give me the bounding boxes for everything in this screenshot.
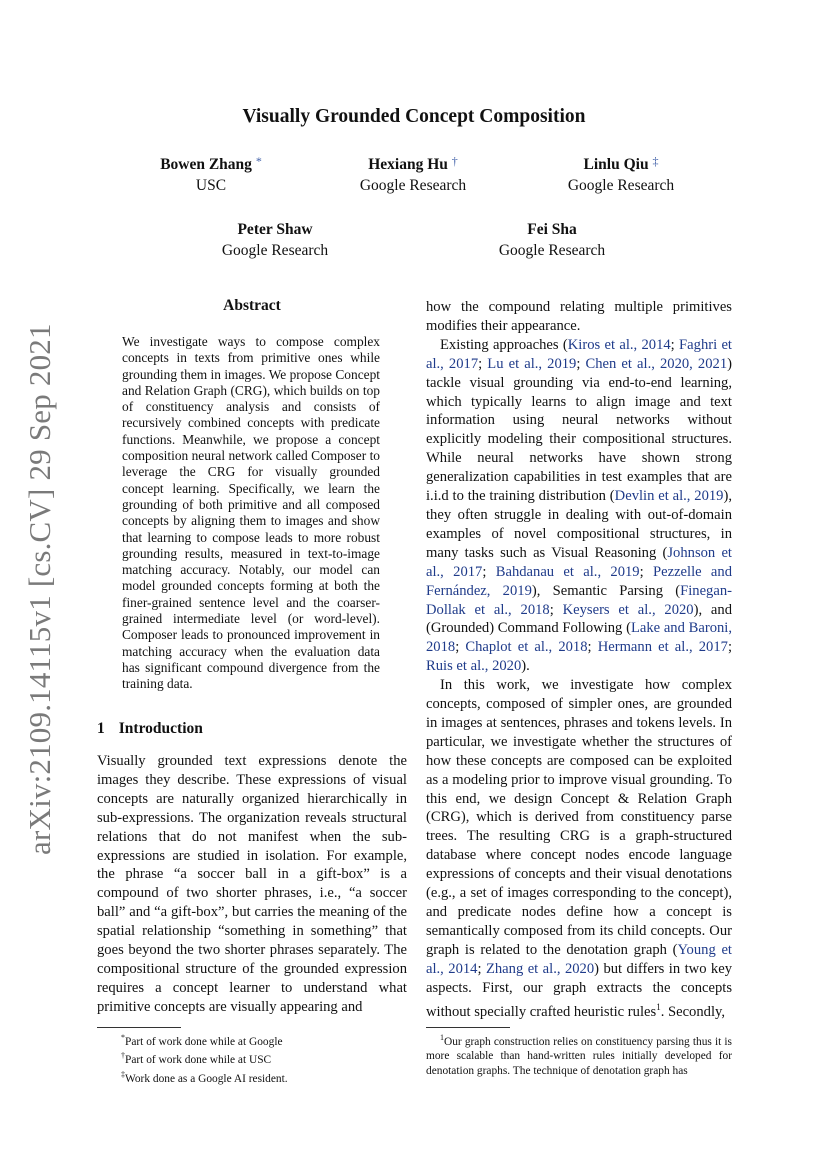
right-column: [426, 298, 732, 1021]
footnote-ref[interactable]: 1: [656, 1001, 661, 1012]
author-affiliation: Google Research: [359, 177, 467, 194]
author-name: Hexiang Hu: [368, 156, 448, 173]
author-name: Bowen Zhang: [160, 156, 252, 173]
section-title: Introduction: [118, 720, 203, 737]
author-affiliation: Google Research: [221, 242, 329, 259]
text-span: In this work, we investigate how complex concepts, composed of simpler ones, are grounded in images at sentences, phrases and tokens levels. In particular, we investigate whether the structures of how these concepts are composed can be exploited as a modeling prior to improve visual grounding. To this end, we design Concept & Relation Graph (CRG), which is derived from constituency parse trees. The resulting CRG is a graph-structured database where concept nodes encode language expressions of concepts and their visual denotations (e.g., a set of images corresponding to the concept), and predicate nodes define how a concept is semantically composed from its child concepts. Our graph is related to the denotation graph (: [426, 677, 732, 958]
author-affiliation: USC: [195, 177, 227, 194]
citation-link[interactable]: Bahdanau et al., 2019: [495, 563, 640, 580]
author-affiliation: Google Research: [567, 177, 675, 194]
right-paragraph-2: In this work, we investigate how complex concepts, composed of simpler ones, are grounded in images at sentences, phrases and tokens levels. In particular, we investigate whether the structures of how these concepts are composed can be exploited as a modeling prior to improve visual grounding. To this end, we design Concept & Relation Graph (CRG), which is derived from constituency parse trees. The resulting CRG is a graph-structured database where concept nodes encode language expressions of concepts and their visual denotations (e.g., a set of images corresponding to the concept), and predicate nodes define how a concept is semantically composed from its child concepts. Our graph is related to the denotation graph (Young et al., 2014; Zhang et al., 2020) but differs in two key aspects. First, our graph extracts the concepts without specially crafted heuristic rules$^1$. Secondly,: [426, 677, 733, 1020]
text-span: ), Semantic Parsing (: [531, 582, 681, 599]
text-span: . Secondly,: [660, 1003, 725, 1020]
abstract-text: We investigate ways to compose complex concepts in texts from primitive ones while grounding them in images. We propose Concept and Relation Graph (CRG), which builds on top of constituency analysis and consists of recursively combined concepts with predicate functions. Meanwhile, we propose a concept composition neural network called Composer to leverage the CRG for visually grounded concept learning. Specifically, we learn the grounding of both primitive and all composed concepts by aligning them to images and show that learning to compose leads to more robust grounding results, measured in text-to-image matching accuracy. Notably, our model can model grounded concepts forming at both the finer-grained sentence level and the coarser-grained intermediate level (or word-level). Composer leads to pronounced improvement in matching accuracy when the evaluation data has significant compound divergence from the training data.: [122, 334, 380, 692]
author-name: Fei Sha: [527, 221, 577, 238]
text-span: ), and (Grounded) Command Following (: [426, 601, 733, 637]
footnote: [121, 1031, 411, 1049]
section-number: 1: [97, 720, 105, 737]
author-2: [303, 151, 523, 196]
citation-link[interactable]: Finegan-Dollak et al., 2018: [426, 582, 732, 618]
footnote-mark: *: [121, 1033, 125, 1042]
text-span: ).: [521, 658, 530, 675]
footnote-rule: [97, 1027, 181, 1028]
footnote-text: Our graph construction relies on constituency parsing thus it is more scalable than hand-written rules initially developed for denotation graphs. The technique of denotation graph has: [426, 1035, 732, 1077]
abstract-heading: Abstract: [223, 297, 281, 314]
citation-link[interactable]: Hermann et al., 2017: [597, 639, 728, 656]
author-affiliation: Google Research: [498, 242, 606, 259]
citation-link[interactable]: Lu et al., 2019: [487, 355, 577, 372]
author-mark: †: [451, 154, 458, 168]
citation-link[interactable]: Ruis et al., 2020: [426, 658, 522, 675]
author-name: Peter Shaw: [237, 221, 313, 238]
footnotes-left: [121, 1031, 411, 1086]
citation-link[interactable]: Johnson et al., 2017: [426, 544, 732, 580]
footnote-right: [426, 1031, 732, 1079]
text-span: ) but differs in two key aspects. First, our graph extracts the concepts without specially crafted heuristic rules: [426, 960, 733, 1020]
intro-paragraph-left: Visually grounded text expressions denote the images they describe. These expressions of visual concepts are naturally organized hierarchically in sub-expressions. The organization reveals structural relations that do not manifest when the sub-expressions are studied in isolation. For example, the phrase “a soccer ball in a gift-box” is a compound of two shorter phrases, i.e., “a soccer ball” and “a gift-box”, but carries the meaning of the spatial relationship “something in something” that goes beyond the two shorter phrases separately. The compositional structure of the grounded expression requires a concept learner to understand what primitive concepts are visually appearing and: [97, 753, 407, 1015]
footnote-mark: 1: [440, 1033, 444, 1042]
footnote-mark: ‡: [121, 1069, 125, 1079]
text-span: ), they often struggle in dealing with out-of-domain examples of novel compositional structures, in many tasks such as Visual Reasoning (: [426, 488, 732, 561]
author-4: [165, 219, 385, 261]
author-name: Linlu Qiu: [583, 156, 649, 173]
footnote-text: Work done as a Google AI resident.: [125, 1072, 288, 1085]
author-3: [511, 151, 731, 196]
footnote-text: Part of work done while at USC: [125, 1054, 272, 1067]
citation-link[interactable]: Chaplot et al., 2018: [465, 639, 588, 656]
section-heading: [97, 720, 203, 738]
paper-title: Visually Grounded Concept Composition: [242, 106, 586, 127]
author-5: [442, 219, 662, 261]
citation-link[interactable]: Kiros et al., 2014: [567, 336, 671, 353]
citation-link[interactable]: Keysers et al., 2020: [562, 601, 694, 618]
right-paragraph-1: Existing approaches (Kiros et al., 2014; Faghri et al., 2017; Lu et al., 2019; Chen et al., 2020, 2021) tackle visual grounding via end-to-end learning, which typically learns to align image and text information using neural networks without explicitly modeling their compositional structures. While neural networks have shown strong generalization capabilities in test examples that are i.i.d to the training distribution (Devlin et al., 2019), they often struggle in dealing with out-of-domain examples of novel compositional structures, in many tasks such as Visual Reasoning (Johnson et al., 2017; Bahdanau et al., 2019; Pezzelle and Fernández, 2019), Semantic Parsing (Finegan-Dollak et al., 2018; Keysers et al., 2020), and (Grounded) Command Following (Lake and Baroni, 2018; Chaplot et al., 2018; Hermann et al., 2017; Ruis et al., 2020).: [426, 336, 733, 675]
citation-link[interactable]: Pezzelle and Fernández, 2019: [426, 563, 733, 599]
citation-link[interactable]: Faghri et al., 2017: [426, 336, 732, 372]
citation-link[interactable]: Chen et al., 2020, 2021: [585, 355, 728, 372]
footnote: [121, 1068, 411, 1086]
footnote-mark: †: [121, 1051, 125, 1061]
author-1: [101, 151, 321, 196]
citation-link[interactable]: Lake and Baroni, 2018: [426, 620, 732, 656]
citation-link[interactable]: Devlin et al., 2019: [614, 488, 724, 505]
text-span: Existing approaches (: [440, 336, 568, 353]
footnote-text: Part of work done while at Google: [125, 1035, 283, 1048]
text-span: ) tackle visual grounding via end-to-end learning, which typically learns to align image and text information using neural networks without explicitly modeling their compositional structures. While neural networks have shown strong generalization capabilities in test examples that are i.i.d to the training distribution (: [426, 355, 732, 505]
author-mark: *: [255, 154, 262, 168]
footnote: [121, 1049, 411, 1067]
arxiv-side-label: arXiv:2109.14115v1 [cs.CV] 29 Sep 2021: [22, 323, 57, 855]
citation-link[interactable]: Young et al., 2014: [426, 941, 732, 977]
right-paragraph-0: how the compound relating multiple primitives modifies their appearance.: [426, 299, 732, 334]
footnote-rule: [426, 1027, 510, 1028]
author-mark: ‡: [652, 154, 659, 168]
citation-link[interactable]: Zhang et al., 2020: [485, 960, 595, 977]
